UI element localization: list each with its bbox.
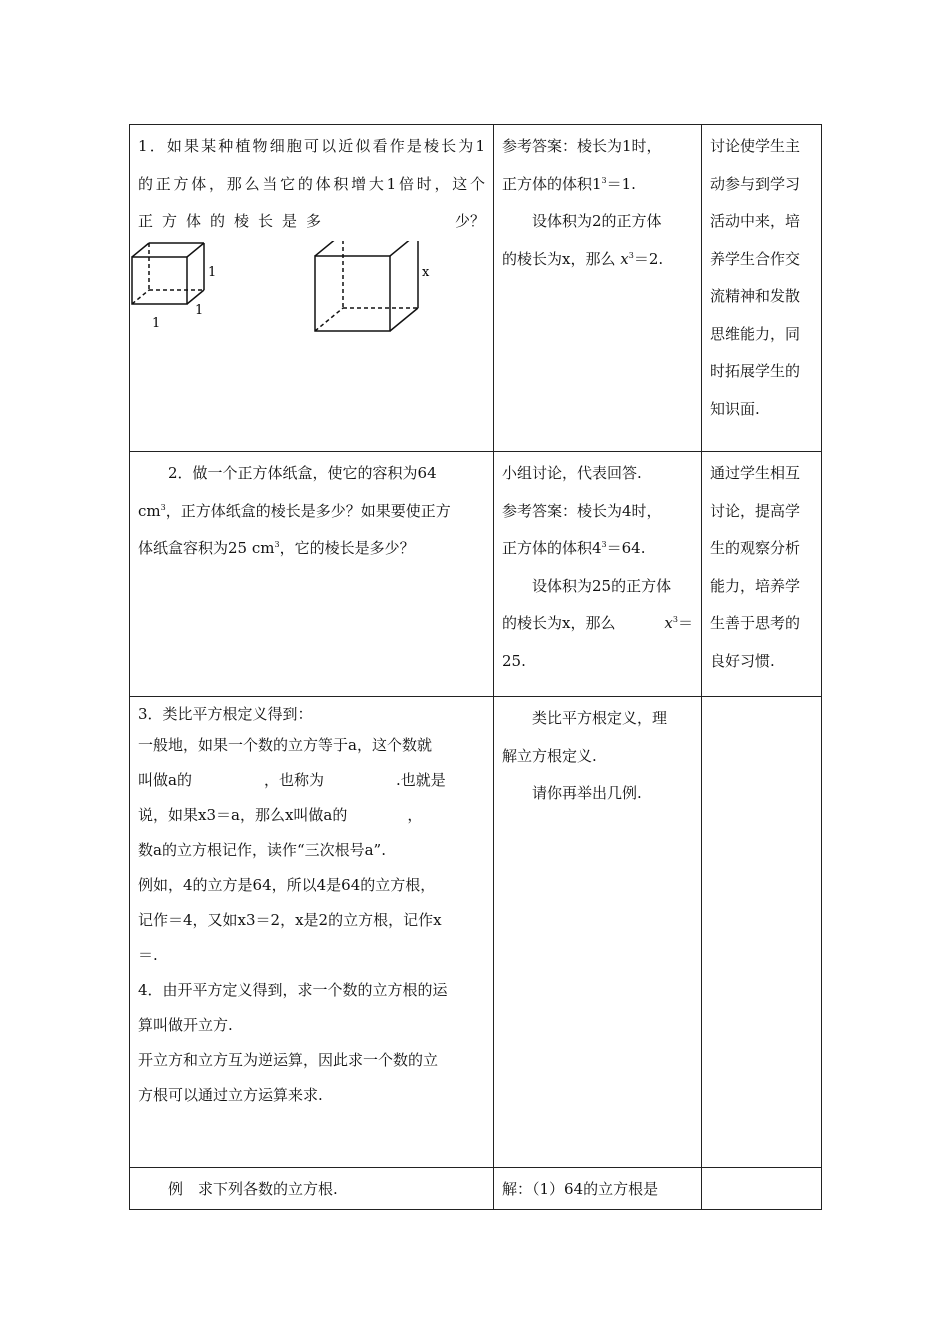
table-row (130, 452, 822, 697)
a2-line-6: 25. (502, 651, 526, 670)
p1-line: 活动中来，培 (710, 212, 801, 230)
q2-exponent: 3 (160, 502, 166, 512)
example-cell (130, 1168, 494, 1210)
table-row (130, 1168, 822, 1210)
small-cube-label-depth: 1 (195, 302, 204, 318)
p1-line: 养学生合作交 (710, 249, 801, 268)
r3-line: 一般地，如果一个数的立方等于a，这个数就 (138, 736, 432, 754)
a1-exponent: 3 (601, 175, 607, 185)
r3-line: 开立方和立方互为逆运算，因此求一个数的立 (138, 1051, 439, 1069)
lesson-table (129, 124, 822, 1210)
q2-unit: cm (138, 501, 161, 520)
a1-line-2-text: 正方体的体积1 (502, 174, 602, 193)
table-row (130, 697, 822, 1168)
solution-text: 解：（1）64的立方根是 (502, 1180, 659, 1198)
big-cube-label: x (422, 264, 430, 280)
q1-line-3 (138, 203, 485, 241)
q2-line-2 (138, 493, 485, 531)
purpose-cell-3 (702, 697, 822, 1168)
r3-text-b: ，也称为 (263, 771, 324, 789)
a2-exponent-2: 3 (672, 615, 678, 624)
a2-line-5-text: 的棱长为x，那么 (502, 614, 616, 632)
a2-line-2: 参考答案：棱长为4时， (502, 501, 662, 520)
a1-exponent-2: 3 (628, 250, 634, 260)
p2-line: 能力，培养学 (710, 576, 801, 595)
r3-line: ＝. (138, 946, 158, 964)
a2-line-5 (502, 605, 693, 643)
p2-line: 通过学生相互 (710, 464, 801, 482)
r3-line: 3．类比平方根定义得到： (138, 705, 313, 723)
a1-line-2 (502, 166, 693, 204)
p1-line: 思维能力，同 (710, 324, 801, 343)
a1-line-2-end: ＝1. (606, 174, 636, 193)
cube-diagram (130, 241, 450, 336)
r3-text-e: ， (407, 806, 423, 824)
example-text: 例 求下列各数的立方根. (168, 1180, 338, 1198)
q2-line-3-end: ，它的棱长是多少？ (279, 539, 415, 557)
r3-line: 算叫做开立方. (138, 1016, 233, 1034)
a2-line-1: 小组讨论，代表回答. (502, 464, 642, 482)
small-cube-label-width: 1 (152, 315, 161, 331)
a2-line-4: 设体积为25的正方体 (532, 576, 672, 595)
p2-line: 讨论，提高学 (710, 501, 801, 520)
r3-line: 例如，4的立方是64，所以4是64的立方根， (138, 876, 436, 894)
q2-line-3 (138, 530, 485, 568)
a2-exponent: 3 (601, 540, 607, 549)
p2-line: 生的观察分析 (710, 539, 801, 557)
q1-line-3-text: 正方体的棱长是多 (138, 212, 331, 230)
a2-equals: ＝ (677, 614, 693, 632)
a3-line: 类比平方根定义，理 (532, 709, 668, 727)
p2-line: 生善于思考的 (710, 614, 801, 632)
purpose-cell-4 (702, 1168, 822, 1210)
answer-cell-1 (494, 125, 702, 452)
a1-line-4 (502, 241, 693, 279)
a1-var-x: x (620, 249, 629, 268)
purpose-cell-2 (702, 452, 822, 697)
q1-line-3-tail: 少？ (454, 212, 485, 230)
r3-text-d: 说，如果x3＝a，那么x叫做a的 (138, 806, 348, 824)
a3-line: 解立方根定义. (502, 746, 597, 765)
p1-line: 讨论使学生主 (710, 137, 801, 155)
r3-line: 数a的立方根记作，读作“三次根号a”. (138, 841, 386, 859)
r3-line: 4．由开平方定义得到，求一个数的立方根的运 (138, 981, 448, 999)
r3-line-blanks-2 (138, 798, 485, 833)
big-cube (315, 241, 418, 331)
a1-line-4-end: ＝2. (633, 249, 664, 268)
question-cell-2 (130, 452, 494, 697)
r3-line: 记作＝4，又如x3＝2，x是2的立方根，记作x (138, 911, 442, 929)
small-cube-label-height: 1 (208, 264, 217, 280)
a1-line-3: 设体积为2的正方体 (532, 212, 662, 230)
q2-line-3-text: 体纸盒容积为25 cm (138, 539, 275, 557)
solution-cell (494, 1168, 702, 1210)
p1-line: 动参与到学习 (710, 174, 801, 193)
r3-line: 方根可以通过立方运算来求. (138, 1086, 323, 1104)
a2-line-3 (502, 530, 693, 568)
small-cube (132, 243, 204, 304)
table-row (130, 125, 822, 452)
question-cell-1 (130, 125, 494, 452)
p1-line: 知识面. (710, 399, 760, 418)
q1-line-2: 的正方体，那么当它的体积增大1倍时，这个 (138, 174, 485, 193)
cube-figures (138, 241, 485, 336)
purpose-cell-1 (702, 125, 822, 452)
a2-line-5-eq (664, 605, 693, 643)
p1-line: 时拓展学生的 (710, 362, 801, 380)
r3-text-c: .也就是 (395, 771, 446, 789)
answer-cell-2 (494, 452, 702, 697)
answer-cell-3 (494, 697, 702, 1168)
r3-text-a: 叫做a的 (138, 771, 192, 789)
a1-line-1: 参考答案：棱长为1时， (502, 137, 662, 155)
q1-line-1: 1．如果某种植物细胞可以近似看作是棱长为1 (138, 137, 485, 155)
q2-line-1: 2．做一个正方体纸盒，使它的容积为64 (168, 464, 437, 482)
q2-exponent-2: 3 (274, 540, 280, 549)
a2-var-x: x (664, 614, 673, 632)
a1-line-4-text: 的棱长为x，那么 (502, 249, 616, 268)
definition-cell (130, 697, 494, 1168)
a2-line-3-text: 正方体的体积4 (502, 539, 602, 557)
r3-line-blanks (138, 763, 485, 798)
q2-line-2-text: ，正方体纸盒的棱长是多少？如果要使正方 (165, 501, 451, 520)
p1-line: 流精神和发散 (710, 287, 801, 305)
a2-line-3-end: ＝64. (606, 539, 646, 557)
a3-line: 请你再举出几例. (532, 784, 642, 802)
p2-line: 良好习惯. (710, 651, 775, 670)
